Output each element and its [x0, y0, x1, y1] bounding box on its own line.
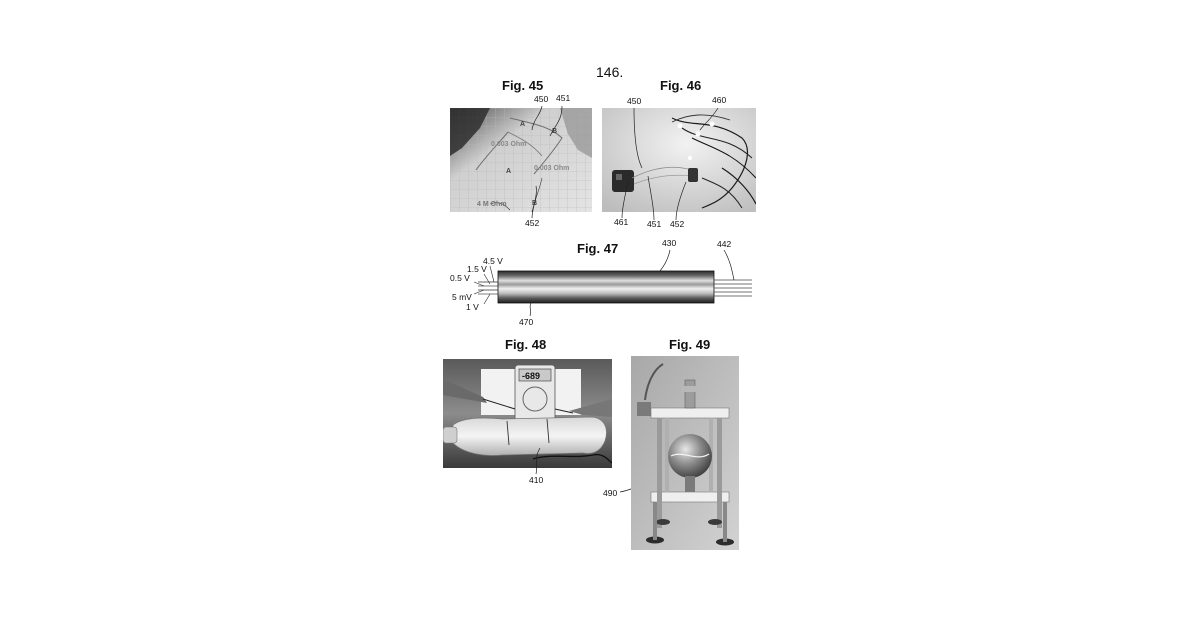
fig-48-leader [520, 440, 560, 480]
photo-label-b-bottom: B [532, 200, 538, 207]
fig-45-title: Fig. 45 [502, 78, 544, 93]
fig-45-ref-451: 451 [556, 93, 571, 103]
fig-47-ref-430: 430 [662, 238, 677, 248]
fig-47-ref-470: 470 [519, 317, 534, 327]
fig-45-ref-450: 450 [534, 94, 549, 104]
fig-45-ref-452: 452 [525, 218, 540, 228]
fig-49-ref-490: 490 [603, 488, 618, 498]
voltage-label-4-5v: 4.5 V [483, 256, 503, 266]
fig-49-title: Fig. 49 [669, 337, 711, 352]
fig-48-ref-410: 410 [529, 475, 544, 485]
photo-label-a-mid: A [506, 168, 512, 175]
voltage-label-5mv: 5 mV [452, 292, 472, 302]
fig-46-leaders [600, 96, 760, 232]
photo-label-4mohm: 4 M Ohm [477, 201, 507, 208]
meter-reading: -689 [522, 371, 541, 381]
photo-label-b-top: B [552, 128, 558, 135]
fig-46-ref-452: 452 [670, 219, 685, 229]
voltage-label-1v: 1 V [466, 302, 479, 312]
fig-46-title: Fig. 46 [660, 78, 702, 93]
voltage-label-1-5v: 1.5 V [467, 264, 487, 274]
photo-label-ohm-right: 0.003 Ohm [534, 165, 570, 172]
fig-46-ref-460: 460 [712, 95, 727, 105]
fig-46-ref-450: 450 [627, 96, 642, 106]
photo-label-ohm-left: 0.003 Ohm [491, 141, 527, 148]
fig-49-photo [631, 356, 739, 550]
photo-label-a-top: A [520, 121, 526, 128]
fig-46-ref-451: 451 [647, 219, 662, 229]
fig-48-title: Fig. 48 [505, 337, 547, 352]
fig-47-cable-diagram [460, 240, 760, 320]
page-number: 146. [596, 64, 624, 80]
fig-47-title: Fig. 47 [577, 241, 619, 256]
fig-45-leaders [450, 96, 600, 226]
voltage-label-0-5v: 0.5 V [450, 273, 470, 283]
fig-46-ref-461: 461 [614, 217, 629, 227]
fig-47-ref-442: 442 [717, 239, 732, 249]
